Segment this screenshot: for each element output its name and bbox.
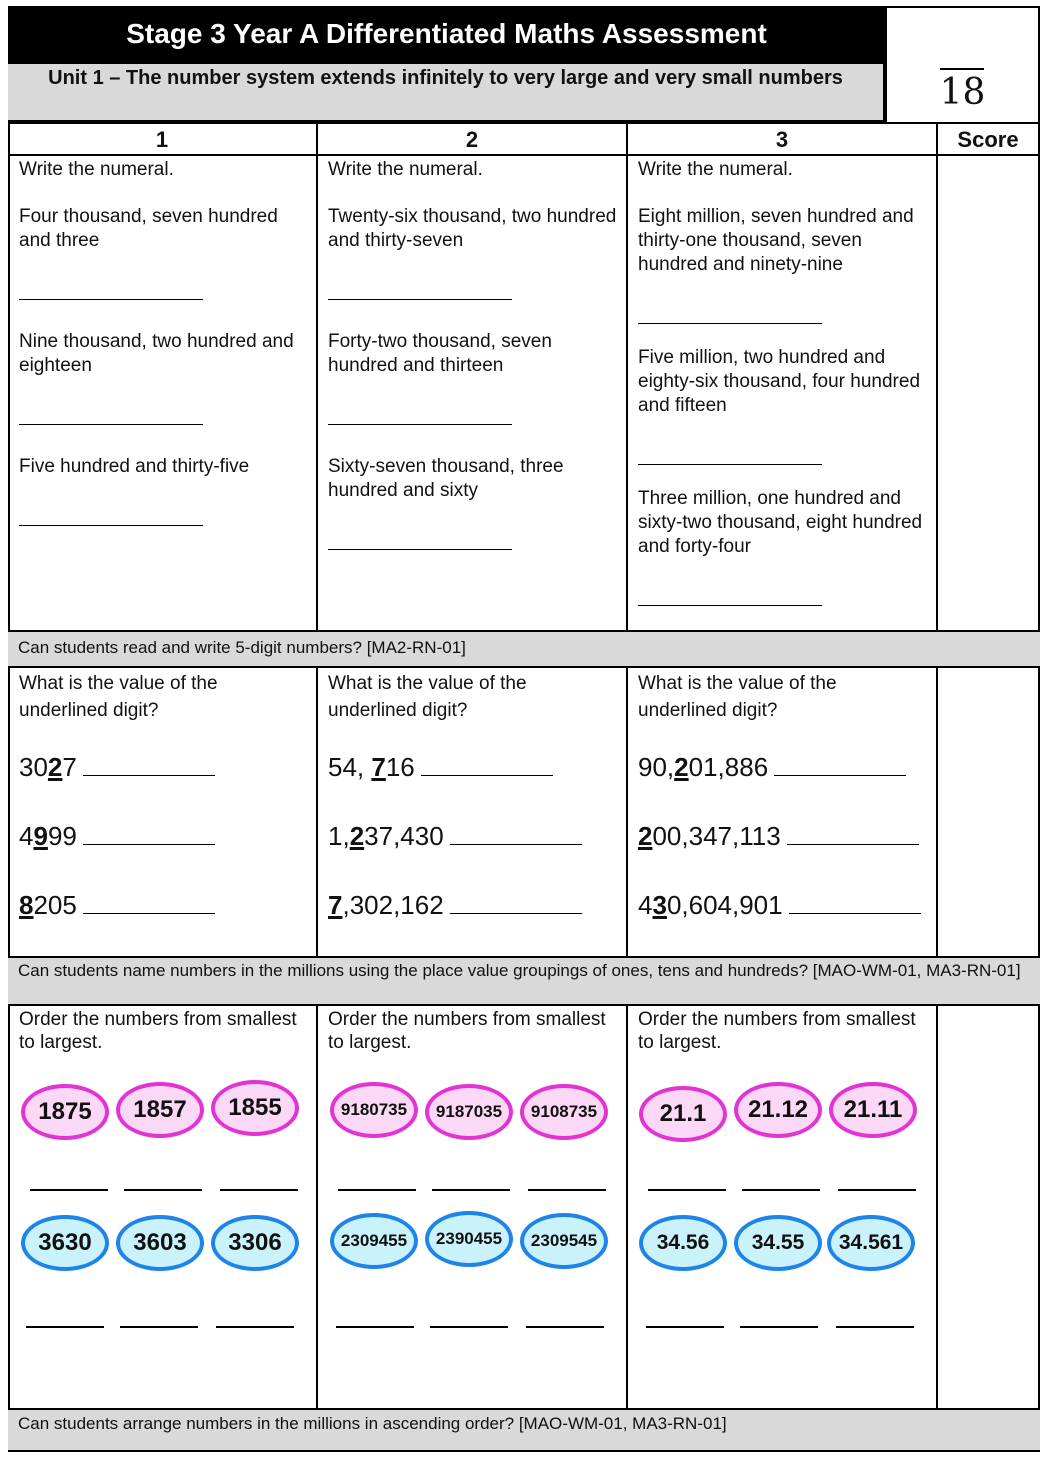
- answer-line[interactable]: [83, 844, 215, 845]
- criterion-bar: Can students arrange numbers in the millions in ascending order? [MAO-WM-01, MA3-RN-01]: [8, 1408, 1040, 1452]
- question-text: Four thousand, seven hundred and three: [19, 206, 278, 251]
- number-oval: 34.56: [639, 1215, 727, 1271]
- question-text: Nine thousand, two hundred and eighteen: [19, 331, 294, 376]
- number-oval: 9108735: [520, 1084, 608, 1140]
- answer-line[interactable]: [638, 605, 822, 606]
- number-oval: 34.55: [734, 1215, 822, 1271]
- number-part: 54,: [328, 752, 372, 782]
- number-part: 1,: [328, 821, 350, 851]
- number-oval: 34.561: [827, 1215, 915, 1271]
- answer-line[interactable]: [526, 1326, 604, 1328]
- underlined-digit: 2: [47, 752, 63, 782]
- number-oval: 3630: [21, 1215, 109, 1271]
- question-text: Twenty-six thousand, two hundred and thirty-seven: [328, 206, 617, 251]
- section3-col2-instruction: Order the numbers from smallest to largest.: [328, 1009, 606, 1053]
- section2-col2-instruction: What is the value of the underlined digit?: [328, 673, 527, 721]
- section1-col3: [638, 158, 930, 606]
- divider: [936, 122, 938, 632]
- number-part: 205: [33, 890, 77, 920]
- answer-line[interactable]: [83, 913, 215, 914]
- question-text: Sixty-seven thousand, three hundred and sixty: [328, 456, 564, 501]
- underlined-digit: 9: [33, 821, 48, 851]
- instruction: Write the numeral.: [638, 159, 793, 180]
- answer-line[interactable]: [19, 424, 203, 425]
- question-text: Three million, one hundred and sixty-two thousand, eight hundred and forty-four: [638, 488, 923, 557]
- question-text: Eight million, seven hundred and thirty-one thousand, seven hundred and ninety-nine: [638, 206, 914, 275]
- number-part: 90,: [638, 752, 675, 782]
- answer-line[interactable]: [216, 1326, 294, 1328]
- answer-line[interactable]: [648, 1189, 726, 1191]
- number-part: 16: [385, 752, 415, 782]
- answer-line[interactable]: [740, 1326, 818, 1328]
- answer-line[interactable]: [338, 1189, 416, 1191]
- section3-col1-instruction: Order the numbers from smallest to largest.: [19, 1009, 297, 1053]
- underlined-digit: 2: [638, 821, 653, 851]
- column-header-row: [8, 122, 1040, 156]
- answer-line[interactable]: [124, 1189, 202, 1191]
- number-oval: 2309455: [330, 1213, 418, 1269]
- column-header-3: 3: [775, 127, 789, 152]
- number-part: 30: [19, 752, 48, 782]
- number-part: 99: [47, 821, 77, 851]
- answer-line[interactable]: [646, 1326, 724, 1328]
- underlined-digit: 7: [371, 752, 386, 782]
- number-oval: 3603: [116, 1215, 204, 1271]
- place-value-question: [19, 890, 215, 921]
- answer-line[interactable]: [450, 913, 582, 914]
- number-oval: 9187035: [425, 1084, 513, 1140]
- number-oval: 2309545: [520, 1213, 608, 1269]
- question-text: Forty-two thousand, seven hundred and thirteen: [328, 331, 552, 376]
- answer-line[interactable]: [328, 424, 512, 425]
- number-part: 0,604,901: [666, 890, 783, 920]
- divider: [936, 1004, 938, 1410]
- divider: [936, 667, 938, 958]
- underlined-digit: 8: [19, 890, 34, 920]
- criterion-bar: Can students name numbers in the millions using the place value groupings of ones, tens and hundreds? [MAO-WM-01, MA3-RN-01]: [8, 956, 1040, 1006]
- instruction: Write the numeral.: [328, 159, 483, 180]
- answer-line[interactable]: [742, 1189, 820, 1191]
- answer-line[interactable]: [528, 1189, 606, 1191]
- divider: [626, 122, 628, 632]
- divider: [626, 1004, 628, 1410]
- number-oval: 1855: [211, 1080, 299, 1136]
- place-value-question: [638, 752, 906, 783]
- underlined-digit: 3: [652, 890, 667, 920]
- place-value-question: [328, 821, 582, 852]
- page-title: Stage 3 Year A Differentiated Maths Assessment: [8, 6, 885, 62]
- place-value-question: [638, 890, 921, 921]
- answer-line[interactable]: [789, 913, 921, 914]
- number-oval: 1875: [21, 1084, 109, 1140]
- place-value-question: [19, 821, 215, 852]
- underlined-digit: 2: [349, 821, 365, 851]
- section1-col1: [19, 158, 309, 526]
- place-value-question: [328, 752, 553, 783]
- answer-line[interactable]: [430, 1326, 508, 1328]
- number-oval: 21.11: [829, 1082, 917, 1138]
- answer-line[interactable]: [328, 549, 512, 550]
- answer-line[interactable]: [836, 1326, 914, 1328]
- answer-line[interactable]: [421, 775, 553, 776]
- number-part: 01,886: [688, 752, 769, 782]
- section2-col3-instruction: What is the value of the underlined digit?: [638, 673, 837, 721]
- criterion-bar: Can students read and write 5-digit numbers? [MA2-RN-01]: [8, 630, 1040, 668]
- answer-line[interactable]: [450, 844, 582, 845]
- number-part: 4: [638, 890, 653, 920]
- score-total: 18: [939, 72, 986, 113]
- number-oval: 21.1: [639, 1086, 727, 1142]
- number-part: 00,347,113: [652, 821, 781, 851]
- place-value-question: [638, 821, 919, 852]
- unit-subtitle: Unit 1 – The number system extends infinitely to very large and very small numbers: [8, 62, 885, 122]
- answer-line[interactable]: [774, 775, 906, 776]
- underlined-digit: 7: [328, 890, 343, 920]
- section3-col3-instruction: Order the numbers from smallest to largest.: [638, 1009, 916, 1053]
- answer-line[interactable]: [787, 844, 919, 845]
- answer-line[interactable]: [30, 1189, 108, 1191]
- divider: [316, 1004, 318, 1410]
- answer-line[interactable]: [638, 464, 822, 465]
- question-text: Five million, two hundred and eighty-six thousand, four hundred and fifteen: [638, 347, 921, 416]
- number-oval: 9180735: [330, 1082, 418, 1138]
- answer-line[interactable]: [120, 1326, 198, 1328]
- number-oval: 21.12: [734, 1082, 822, 1138]
- instruction: Write the numeral.: [19, 159, 174, 180]
- place-value-question: [328, 890, 582, 921]
- place-value-question: [19, 752, 215, 783]
- divider: [316, 667, 318, 958]
- divider: [626, 667, 628, 958]
- number-oval: 1857: [116, 1082, 204, 1138]
- answer-line[interactable]: [336, 1326, 414, 1328]
- number-part: 4: [19, 821, 34, 851]
- answer-line[interactable]: [83, 775, 215, 776]
- number-part: 37,430: [364, 821, 444, 851]
- section2-col1-instruction: What is the value of the underlined digit?: [19, 673, 218, 721]
- answer-line[interactable]: [328, 299, 512, 300]
- underlined-digit: 2: [674, 752, 689, 782]
- question-text: Five hundred and thirty-five: [19, 456, 250, 477]
- number-oval: 2390455: [425, 1211, 513, 1267]
- answer-line[interactable]: [432, 1189, 510, 1191]
- answer-line[interactable]: [19, 299, 203, 300]
- column-header-2: 2: [465, 127, 479, 152]
- answer-line[interactable]: [26, 1326, 104, 1328]
- number-oval: 3306: [211, 1215, 299, 1271]
- score-fraction-line: [940, 68, 984, 70]
- number-part: 7: [62, 752, 77, 782]
- answer-line[interactable]: [838, 1189, 916, 1191]
- answer-line[interactable]: [19, 525, 203, 526]
- answer-line[interactable]: [220, 1189, 298, 1191]
- section1-col2: [328, 158, 618, 550]
- column-header-1: 1: [155, 127, 169, 152]
- answer-line[interactable]: [638, 323, 822, 324]
- column-header-score: Score: [957, 127, 1019, 152]
- divider: [316, 122, 318, 632]
- number-part: ,302,162: [342, 890, 444, 920]
